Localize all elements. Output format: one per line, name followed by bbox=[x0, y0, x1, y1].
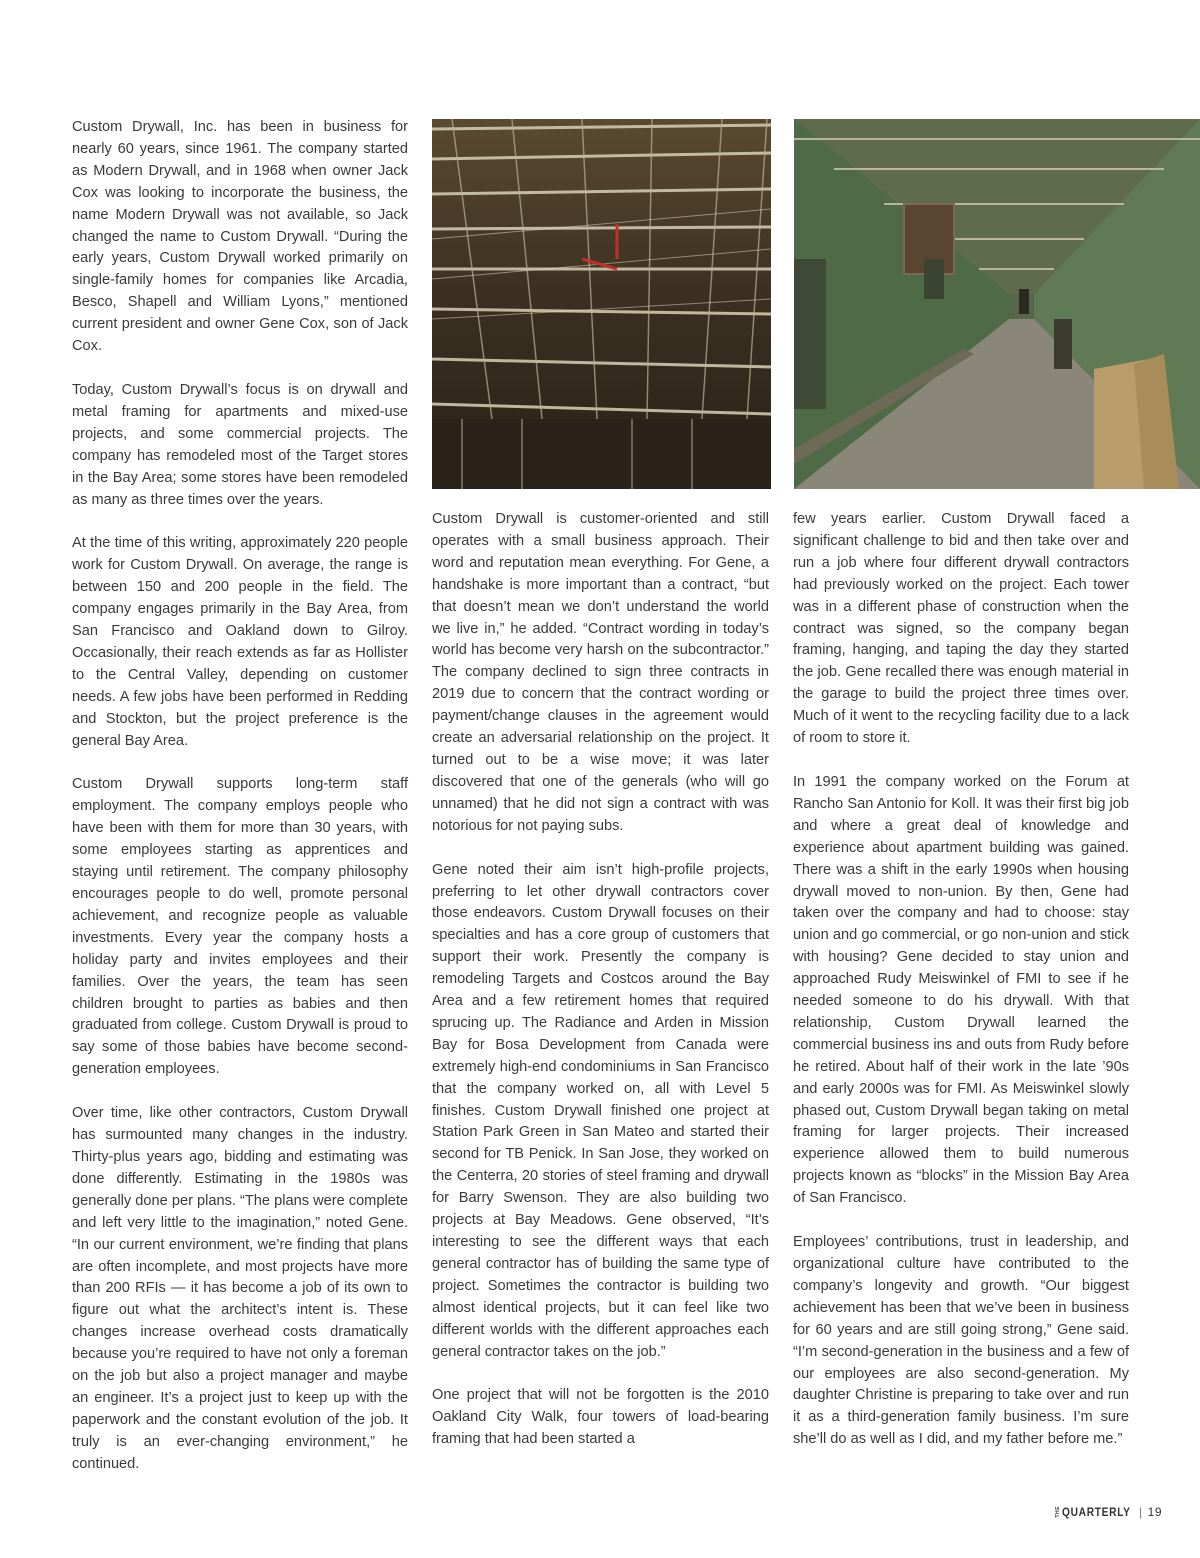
paragraph: In 1991 the company worked on the Forum at Rancho San Antonio for Koll. It was their first big job and where a great deal of knowledge and experience about apartment building was gained. There was a shift in the early 1990s when housing drywall moved to non-union. By then, Gene had taken over the company and had to choose: stay union and go commercial, or go non-union and stick with housing? Gene decided to stay union and approached Rudy Meiswinkel of FMI to see if he needed someone to do his drywall. With that relationship, Custom Drywall learned the commercial business ins and outs from Rudy before he retired. About half of their work in the late ’90s and early 2000s was for FMI. As Meiswinkel slowly phased out, Custom Drywall began taking on metal framing for larger projects. Their increased experience allowed them to build numerous projects known as “blocks” in the Mission Bay Area of San Francisco. bbox=[793, 773, 1129, 1207]
paragraph: Custom Drywall, Inc. has been in business for nearly 60 years, since 1961. The company started as Modern Drywall, and in 1968 when owner Jack Cox was looking to incorporate the business, the name Modern Drywall was not available, so Jack changed the name to Custom Drywall. “During the early years, Custom Drywall worked primarily on single-family homes for companies like Arcadia, Besco, Shapell and William Lyons,” mentioned current president and owner Gene Cox, son of Jack Cox. bbox=[72, 119, 408, 355]
paragraph: One project that will not be forgotten is the 2010 Oakland City Walk, four towers of load-bearing framing that had been started a bbox=[432, 1387, 769, 1448]
page-number: 19 bbox=[1147, 1505, 1162, 1519]
page-footer bbox=[1056, 1505, 1162, 1519]
article-column-2 bbox=[432, 509, 769, 1451]
paragraph: Over time, like other contractors, Custom Drywall has surmounted many changes in the industry. Thirty-plus years ago, bidding and estimating was done differently. Estimating in the 1980s was generally done per plans. “The plans were complete and left very little to the imagination,” noted Gene. “In our current environment, we’re finding that plans are often incomplete, and most projects have more than 200 RFIs — it has become a job of its own to figure out what the architect’s intent is. These changes increase overhead costs dramatically because you’re required to have not only a foreman on the job but also a project manager and maybe an engineer. It’s a project just to keep up with the paperwork and the constant evolution of the job. It truly is an ever-changing environment,” he continued. bbox=[72, 1105, 408, 1472]
paragraph: Today, Custom Drywall’s focus is on drywall and metal framing for apartments and mixed-use projects, and some commercial projects. The company has remodeled most of the Target stores in the Bay Area; some stores have been remodeled as many as three times over the years. bbox=[72, 381, 408, 508]
footer-separator: | bbox=[1139, 1505, 1143, 1519]
paragraph: At the time of this writing, approximately 220 people work for Custom Drywall. On average, the range is between 150 and 200 people in the field. The company engages primarily in the Bay Area, from San Francisco and Oakland down to Gilroy. Occasionally, their reach extends as far as Hollister to the Central Valley, depending on customer needs. A few jobs have been performed in Redding and Stockton, but the project preference is the general Bay Area. bbox=[72, 535, 408, 749]
article-column-1 bbox=[72, 117, 408, 1476]
paragraph: Gene noted their aim isn’t high-profile projects, preferring to let other drywall contractors cover those endeavors. Custom Drywall focuses on their specialties and has a core group of customers that support their work. Presently the company is remodeling Targets and Costcos around the Bay Area and a few retirement homes that required sprucing up. The Radiance and Arden in Mission Bay for Bosa Development from Canada were extremely high-end condominiums in San Francisco that the company worked on, all with Level 5 finishes. Custom Drywall finished one project at Station Park Green in San Mateo and started their second for TB Penick. In San Jose, they worked on the Centerra, 20 stories of steel framing and drywall for Barry Swenson. They are also building two projects at Bay Meadows. Gene observed, “It’s interesting to see the different ways that each general contractor has of building the same type of project. Sometimes the contractor is building two almost identical projects, but it can feel like two different worlds with the different approaches each general contractor takes on the job.” bbox=[432, 861, 769, 1360]
paragraph: Employees’ contributions, trust in leadership, and organizational culture have contributed to the company’s longevity and growth. “Our biggest achievement has been that we’ve been in business for 60 years and are still going strong,” Gene said. “I’m second-generation in the business and a few of our employees are also second-generation. My daughter Christine is preparing to take over and run it as a third-generation family business. I’m sure she’ll do as well as I did, and my father before me.” bbox=[793, 1234, 1129, 1448]
paragraph: few years earlier. Custom Drywall faced a significant challenge to bid and then take over and run a job where four different drywall contractors had previously worked on the project. Each tower was in a different phase of construction when the contract was signed, so the company began framing, hanging, and taping the day they started the job. Gene recalled there was enough material in the garage to build the project three times over. Much of it went to the recycling facility due to a lack of room to store it. bbox=[793, 511, 1129, 747]
green-corridor-photo bbox=[794, 119, 1200, 489]
ceiling-framing-photo bbox=[432, 119, 771, 489]
magazine-the: THE bbox=[1055, 1506, 1062, 1518]
paragraph: Custom Drywall is customer-oriented and still operates with a small business approach. Their word and reputation mean everything. For Gene, a handshake is more important than a contract, “but that doesn’t mean we don’t understand the world we live in,” he added. “Contract wording in today’s world has become very harsh on the subcontractor.” The company declined to sign three contracts in 2019 due to concern that the contract wording or payment/change clauses in the agreement would create an adversarial relationship on the project. It turned out to be a wise move; it was later discovered that one of the generals (who will go unnamed) that he did not sign a contract with was notorious for not paying subs. bbox=[432, 511, 769, 834]
magazine-title: QUARTERLY bbox=[1062, 1505, 1131, 1519]
article-column-3 bbox=[793, 509, 1129, 1451]
paragraph: Custom Drywall supports long-term staff employment. The company employs people who have been with them for more than 30 years, with some employees starting as apprentices and staying until retirement. The company philosophy encourages people to do well, promote personal achievement, and recognize people as valuable investments. Every year the company hosts a holiday party and invites employees and their families. Over the years, the team has seen children brought to parties as babies and then graduated from college. Custom Drywall is proud to say some of those babies have become second-generation employees. bbox=[72, 776, 408, 1078]
